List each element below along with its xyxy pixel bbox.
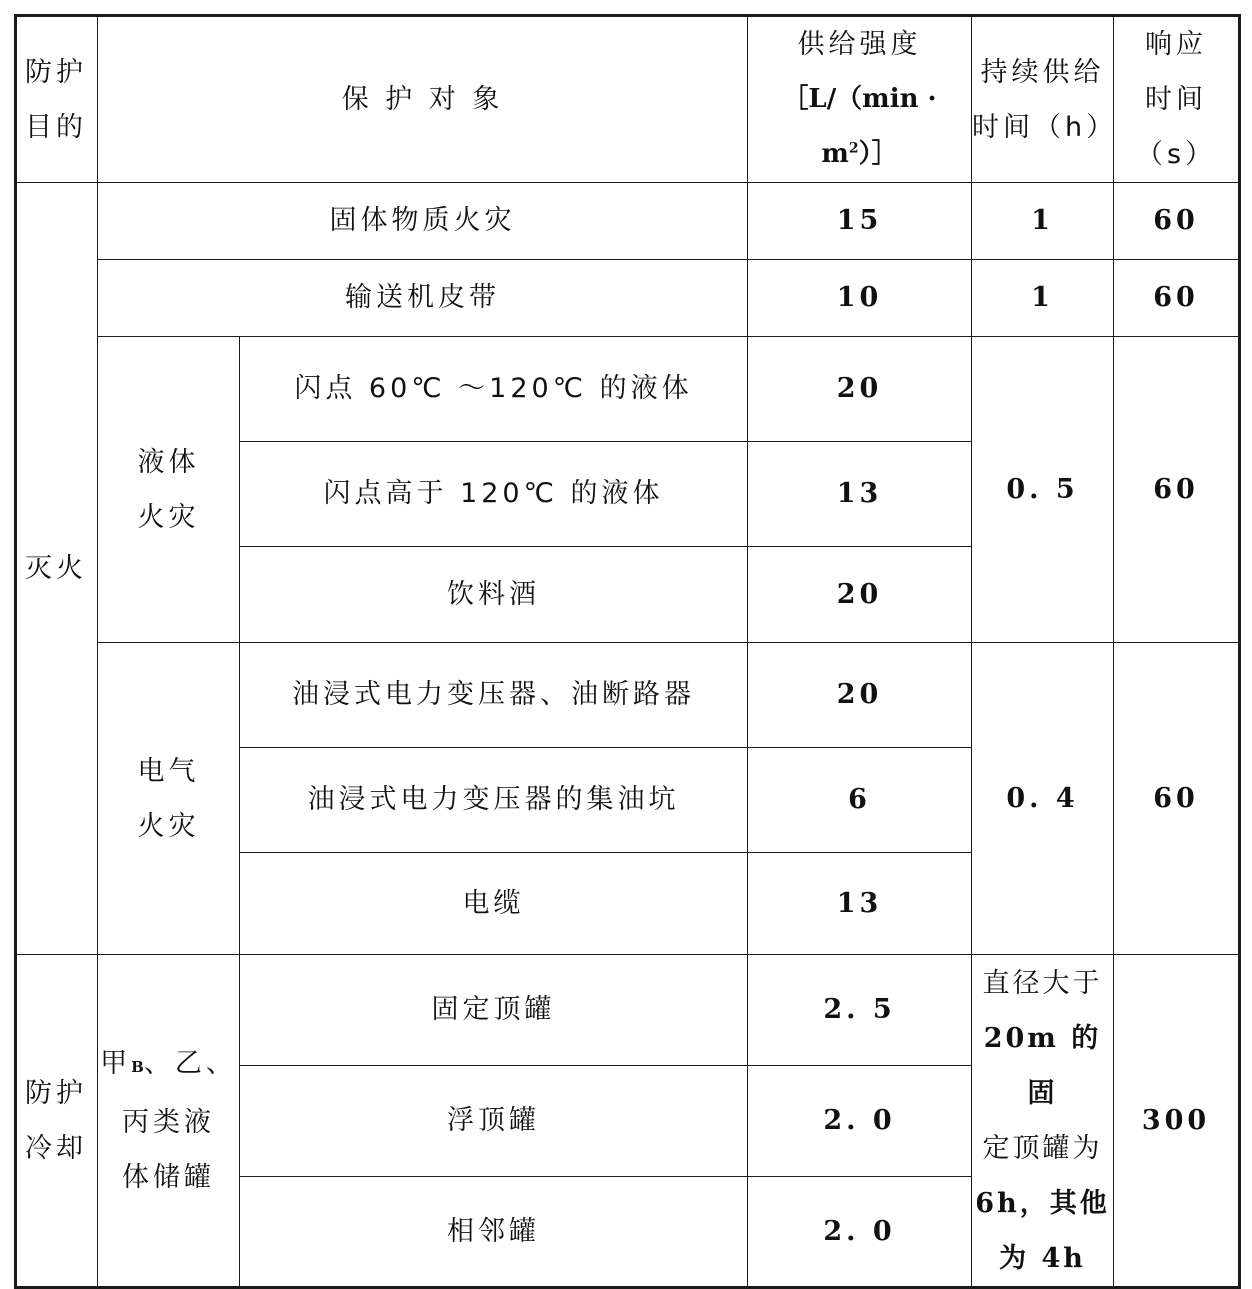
intensity-cell: 20 — [748, 337, 972, 442]
object-cell: 固体物质火灾 — [98, 183, 748, 260]
object-cell: 饮料酒 — [240, 547, 748, 643]
duration-cell: 1 — [972, 183, 1114, 260]
liquid-duration-cell: 0. 5 — [972, 337, 1114, 643]
intensity-cell: 2. 5 — [748, 955, 972, 1066]
water-spray-parameters-table — [14, 14, 1241, 1289]
header-duration: 持续供给 时间（h） — [972, 16, 1114, 183]
group-liquid-fire: 液体 火灾 — [98, 337, 240, 643]
intensity-cell: 15 — [748, 183, 972, 260]
header-intensity: 供给强度 ［L/（min · $m^2)]$ — [748, 16, 972, 183]
table-row — [16, 260, 1240, 337]
cooling-response-cell: 300 — [1114, 955, 1240, 1288]
group-cooling: 防护 冷却 — [16, 955, 98, 1288]
object-cell: 闪点高于 120℃ 的液体 — [240, 442, 748, 547]
cooling-duration-cell: 直径大于 20m 的固 定顶罐为 6h，其他 为 4h — [972, 955, 1114, 1288]
group-electric-fire: 电气 火灾 — [98, 643, 240, 955]
object-cell: 相邻罐 — [240, 1177, 748, 1288]
object-cell: 油浸式电力变压器、油断路器 — [240, 643, 748, 748]
intensity-cell: 2. 0 — [748, 1066, 972, 1177]
table-row — [16, 643, 1240, 748]
object-cell: 输送机皮带 — [98, 260, 748, 337]
group-tanks: 甲B、乙、 丙类液 体储罐 — [98, 955, 240, 1288]
intensity-cell: 20 — [748, 643, 972, 748]
table-row — [16, 955, 1240, 1066]
response-cell: 60 — [1114, 183, 1240, 260]
header-purpose: 防护 目的 — [16, 16, 98, 183]
object-cell: 电缆 — [240, 853, 748, 955]
response-cell: 60 — [1114, 260, 1240, 337]
intensity-cell: 13 — [748, 442, 972, 547]
electric-response-cell: 60 — [1114, 643, 1240, 955]
intensity-cell: 2. 0 — [748, 1177, 972, 1288]
intensity-cell: 20 — [748, 547, 972, 643]
intensity-cell: 13 — [748, 853, 972, 955]
intensity-cell: 10 — [748, 260, 972, 337]
table-row — [16, 183, 1240, 260]
object-cell: 浮顶罐 — [240, 1066, 748, 1177]
header-object: 保 护 对 象 — [98, 16, 748, 183]
header-row — [16, 16, 1240, 183]
object-cell: 固定顶罐 — [240, 955, 748, 1066]
table-row — [16, 337, 1240, 442]
intensity-cell: 6 — [748, 748, 972, 853]
electric-duration-cell: 0. 4 — [972, 643, 1114, 955]
object-cell: 闪点 60℃ ～120℃ 的液体 — [240, 337, 748, 442]
object-cell: 油浸式电力变压器的集油坑 — [240, 748, 748, 853]
duration-cell: 1 — [972, 260, 1114, 337]
liquid-response-cell: 60 — [1114, 337, 1240, 643]
header-response: 响应 时间（s） — [1114, 16, 1240, 183]
group-extinguish: 灭火 — [16, 183, 98, 955]
